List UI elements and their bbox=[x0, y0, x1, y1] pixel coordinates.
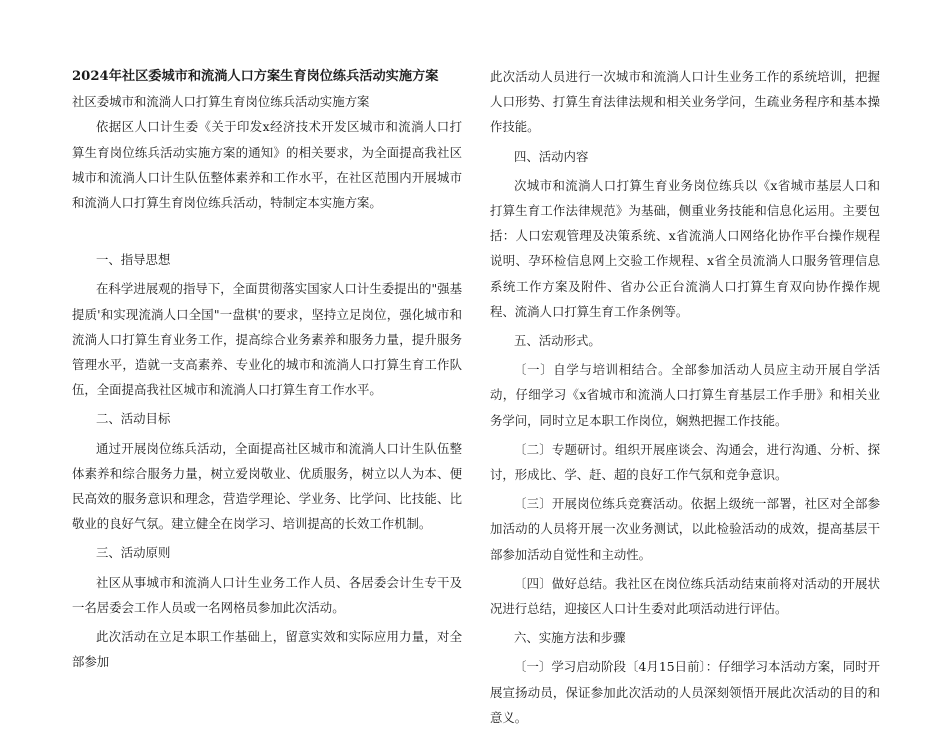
section-5-heading: 五、活动形式。 bbox=[514, 333, 601, 349]
section-6-heading: 六、实施方法和步骤 bbox=[514, 630, 626, 646]
section-1-heading: 一、指导思想 bbox=[96, 252, 171, 268]
section-3-heading: 三、活动原则 bbox=[96, 545, 171, 561]
spacer bbox=[72, 219, 462, 247]
section-6-item-1: 〔一〕学习启动阶段〔4月15日前〕：仔细学习本活动方案，同时开展宣扬动员，保证参加此次活动的人员深刻领悟开展此次活动的目的和意义。 bbox=[490, 659, 880, 725]
section-1-body: 在科学进展观的指导下，全面贯彻落实国家人口计生委提出的"强基提质'和实现流淌人口全国"一盘棋'的要求，坚持立足岗位，强化城市和流淌人口打算生育业务工作，提高综合业务素养和服务力量，提升服务管理水平，造就一支高素养、专业化的城市和流淌人口打算生育工作队伍，全面提高我社区城市和流淌人口打算生育工作水平。 bbox=[72, 281, 462, 398]
section-3-body-1: 社区从事城市和流淌人口计生业务工作人员、各居委会计生专干及一名居委会工作人员或一名网格员参加此次活动。 bbox=[72, 574, 462, 615]
section-5-item-4: 〔四〕做好总结。我社区在岗位练兵活动结束前将对活动的开展状况进行总结，迎接区人口计生委对此项活动进行评估。 bbox=[490, 575, 880, 617]
section-5-item-2: 〔二〕专题研讨。组织开展座谈会、沟通会，进行沟通、分析、探讨，形成比、学、赶、超的良好工作气氛和竞争意识。 bbox=[490, 441, 880, 483]
document-title: 2024年社区委城市和流淌人口方案生育岗位练兵活动实施方案 bbox=[72, 69, 439, 84]
section-5-item-3: 〔三〕开展岗位练兵竞赛活动。依据上级统一部署，社区对全部参加活动的人员将开展一次业务测试，以此检验活动的成效，提高基层干部参加活动自觉性和主动性。 bbox=[490, 496, 880, 562]
section-4-heading: 四、活动内容 bbox=[514, 148, 589, 164]
section-4-body: 次城市和流淌人口打算生育业务岗位练兵以《x省城市基层人口和打算生育工作法律规范》为基础，侧重业务技能和信息化运用。主要包括：人口宏观管理及决策系统、x省流淌人口网络化协作平台操作规程说明、孕环检信息网上交验工作规程、x省全员流淌人口服务管理信息系统工作方案及附件、省办公正台流淌人口打算生育双向协作操作规程、流淌人口打算生育工作条例等。 bbox=[490, 177, 880, 319]
intro-paragraph: 依据区人口计生委《关于印发x经济技术开发区城市和流淌人口打算生育岗位练兵活动实施方案的通知》的相关要求，为全面提高我社区城市和流淌人口计生队伍整体素养和工作水平，在社区范围内开展城市和流淌人口打算生育岗位练兵活动，特制定本实施方案。 bbox=[72, 119, 462, 211]
section-5-item-1: 〔一〕自学与培训相结合。全部参加活动人员应主动开展自学活动，仔细学习《x省城市和流淌人口打算生育基层工作手册》和相关业务学问，同时立足本职工作岗位，娴熟把握工作技能。 bbox=[490, 362, 880, 428]
right-column bbox=[490, 64, 880, 734]
section-3-body-2: 此次活动在立足本职工作基础上，留意实效和实际应用力量，对全部参加 bbox=[72, 629, 462, 670]
left-column bbox=[72, 64, 462, 678]
section-2-heading: 二、活动目标 bbox=[96, 411, 171, 427]
section-3-body-2-continued: 此次活动人员进行一次城市和流淌人口计生业务工作的系统培训，把握人口形势、打算生育法律法规和相关业务学问，生疏业务程序和基本操作技能。 bbox=[490, 69, 880, 135]
document-subtitle: 社区委城市和流淌人口打算生育岗位练兵活动实施方案 bbox=[72, 94, 370, 110]
section-2-body: 通过开展岗位练兵活动，全面提高社区城市和流淌人口计生队伍整体素养和综合服务力量，树立爱岗敬业、优质服务，树立以人为本、便民高效的服务意识和理念，营造学理论、学业务、比学问、比技能、比敬业的良好气氛。建立健全在岗学习、培训提高的长效工作机制。 bbox=[72, 440, 462, 532]
